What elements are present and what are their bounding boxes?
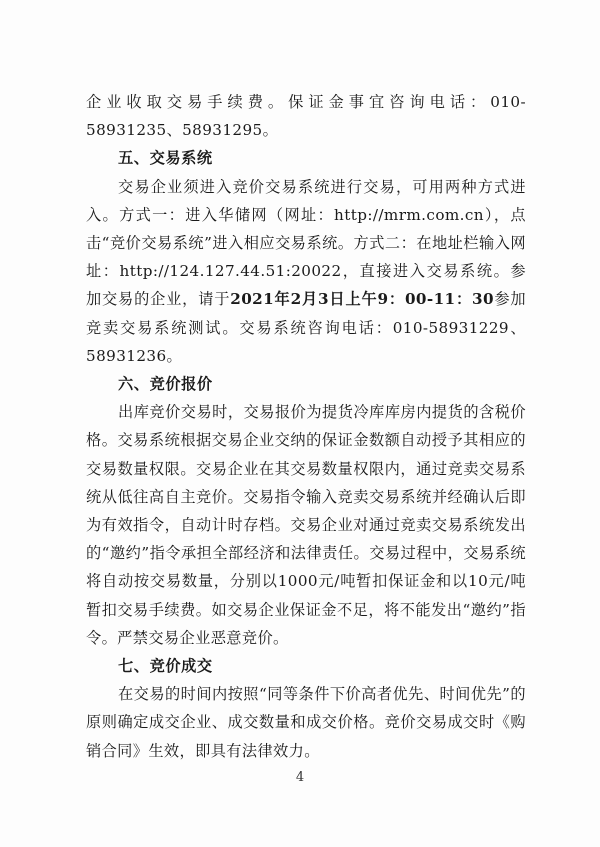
section-heading-trading-system: 五、交易系统 [118, 149, 213, 168]
section-heading-bidding-deal: 七、竞价成交 [118, 657, 213, 676]
paragraph-deposit-contact: 企业收取交易手续费。保证金事宜咨询电话：010-58931235、58931295。 [86, 93, 526, 140]
paragraph-trading-system [86, 173, 526, 370]
document-body [86, 88, 526, 765]
test-time-text: 2021年2月3日上午9：00-11：30 [230, 290, 494, 309]
trading-system-contact-text: 参加竞卖交易系统测试。交易系统咨询电话：010-58931229、58931236。 [86, 290, 526, 365]
paragraph-bidding-deal: 在交易的时间内按照“同等条件下价高者优先、时间优先”的原则确定成交企业、成交数量和成交价格。竞价交易成交时《购销合同》生效，即具有法律效力。 [86, 685, 526, 760]
trading-system-text: 交易企业须进入竞价交易系统进行交易，可用两种方式进入。方式一：进入华储网（网址：http://mrm.com.cn），点击“竞价交易系统”进入相应交易系统。方式二：在地址栏输入网址：http://124.127.44.51:20022，直接进入交易系统。参加交易的企业，请于 [86, 177, 526, 309]
page-number: 4 [295, 770, 305, 785]
section-heading-bidding-quote: 六、竞价报价 [118, 375, 213, 394]
paragraph-bidding-quote: 出库竞价交易时，交易报价为提货冷库库房内提货的含税价格。交易系统根据交易企业交纳的保证金数额自动授予其相应的交易数量权限。交易企业在其交易数量权限内，通过竞卖交易系统从低往高自主竞价。交易指令输入竞卖交易系统并经确认后即为有效指令，自动计时存档。交易企业对通过竞卖交易系统发出的“邀约”指令承担全部经济和法律责任。交易过程中，交易系统将自动按交易数量，分别以1000元/吨暂扣保证金和以10元/吨暂扣交易手续费。如交易企业保证金不足，将不能发出“邀约”指令。严禁交易企业恶意竞价。 [86, 403, 526, 647]
